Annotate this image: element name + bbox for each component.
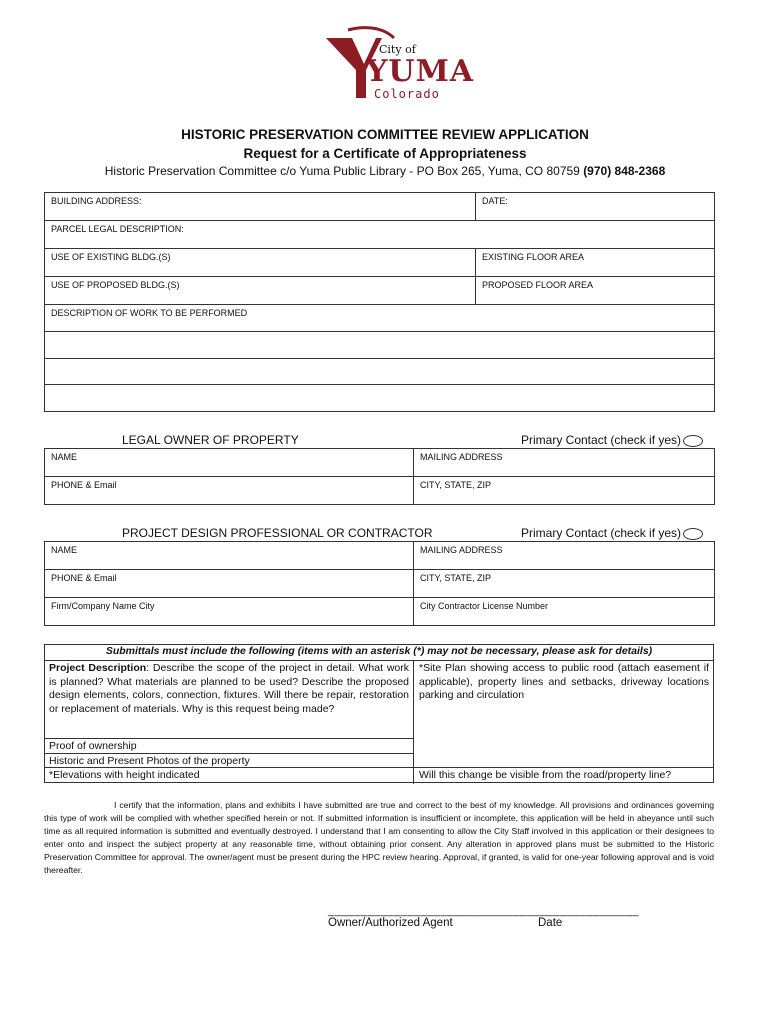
work-description-field[interactable]: DESCRIPTION OF WORK TO BE PERFORMED [45, 305, 715, 332]
submittals-header: Submittals must include the following (items with an asterisk (*) may not be necessary, please ask for details) [45, 645, 713, 661]
proposed-floor-field[interactable]: PROPOSED FLOOR AREA [476, 277, 715, 305]
elevations-item: *Elevations with height indicated [49, 769, 200, 781]
visibility-question: Will this change be visible from the road/property line? [419, 769, 672, 781]
project-description-body: : Describe the scope of the project in detail. What work is planned? What materials are planned to be used? Describe the proposed design elements, colors, connection, fixtures. Will there be repair, restoration or replacement of materials. Why is this request being made? [49, 662, 409, 715]
contractor-mailing-field[interactable]: MAILING ADDRESS [414, 542, 715, 570]
owner-name-field[interactable]: NAME [45, 449, 414, 477]
submittals-divider [413, 660, 414, 784]
form-subtitle: Request for a Certificate of Appropriateness [243, 146, 527, 161]
owner-section-title: LEGAL OWNER OF PROPERTY [122, 433, 299, 447]
use-existing-field[interactable]: USE OF EXISTING BLDG.(S) [45, 249, 476, 277]
contractor-section-title: PROJECT DESIGN PROFESSIONAL OR CONTRACTOR [122, 526, 433, 540]
contractor-firm-field[interactable]: Firm/Company Name City [45, 598, 414, 626]
use-proposed-field[interactable]: USE OF PROPOSED BLDG.(S) [45, 277, 476, 305]
contact-line [0, 164, 770, 178]
owner-phone-field[interactable]: PHONE & Email [45, 477, 414, 505]
site-plan-text: *Site Plan showing access to public rood (attach easement if applicable), property lines and setbacks, driveway locations parking and circulation [419, 662, 709, 701]
form-title: HISTORIC PRESERVATION COMMITTEE REVIEW APPLICATION [181, 127, 589, 142]
contractor-city-field[interactable]: CITY, STATE, ZIP [414, 570, 715, 598]
proof-of-ownership: Proof of ownership [49, 740, 137, 752]
contractor-primary-contact [521, 526, 703, 540]
owner-table [44, 448, 715, 505]
submittals-rule [45, 738, 413, 739]
project-description-label: Project Description [49, 662, 147, 674]
historic-photos: Historic and Present Photos of the property [49, 755, 250, 767]
project-description-text [49, 662, 409, 716]
contact-address: Historic Preservation Committee c/o Yuma Public Library - PO Box 265, Yuma, CO 80759 [104, 164, 580, 178]
existing-floor-field[interactable]: EXISTING FLOOR AREA [476, 249, 715, 277]
contractor-name-field[interactable]: NAME [45, 542, 414, 570]
owner-city-field[interactable]: CITY, STATE, ZIP [414, 477, 715, 505]
contractor-primary-contact-label: Primary Contact (check if yes) [521, 526, 682, 540]
submittals-box [44, 644, 714, 783]
owner-primary-contact-label: Primary Contact (check if yes) [521, 433, 682, 447]
signature-date-label: Date [538, 917, 563, 929]
work-description-line-4[interactable] [45, 385, 715, 412]
city-logo [322, 24, 475, 104]
logo-yuma: YUMA [366, 54, 475, 89]
owner-primary-contact [521, 433, 703, 447]
parcel-legal-field[interactable]: PARCEL LEGAL DESCRIPTION: [45, 221, 715, 249]
signature-line[interactable]: _______________________________________________ [328, 905, 640, 917]
property-table [44, 192, 715, 412]
contractor-primary-checkbox[interactable] [683, 528, 703, 540]
date-field[interactable]: DATE: [476, 193, 715, 221]
contact-phone: (970) 848-2368 [583, 164, 666, 178]
work-description-line-3[interactable] [45, 359, 715, 385]
owner-primary-checkbox[interactable] [683, 435, 703, 447]
work-description-line-2[interactable] [45, 332, 715, 359]
logo-colorado: Colorado [374, 87, 440, 101]
signature-agent-label: Owner/Authorized Agent [328, 917, 453, 929]
contractor-table [44, 541, 715, 626]
submittals-rule-3 [45, 767, 713, 768]
certification-paragraph: I certify that the information, plans and exhibits I have submitted are true and correct to the best of my knowledge. All provisions and ordinances governing this type of work will be complied with whether specified herein or not. If submitted information is insufficient or incomplete, this application will be held in abeyance until such time as all required information is submitted and eventually destroyed. I understand that I am consenting to allow the City Staff involved in this application or their designees to enter onto and inspect the subject property at any reasonable time, without obtaining prior consent. Any alteration in approved plans must be submitted to the Historic Preservation Committee for approval. The owner/agent must be present during the HPC review hearing. Approval, if granted, is valid for one-year following approval and is void thereafter. [44, 800, 714, 875]
owner-mailing-field[interactable]: MAILING ADDRESS [414, 449, 715, 477]
logo-city-of: City of [379, 43, 416, 56]
building-address-field[interactable]: BUILDING ADDRESS: [45, 193, 476, 221]
contractor-phone-field[interactable]: PHONE & Email [45, 570, 414, 598]
submittals-rule-2 [45, 753, 413, 754]
contractor-license-field[interactable]: City Contractor License Number [414, 598, 715, 626]
